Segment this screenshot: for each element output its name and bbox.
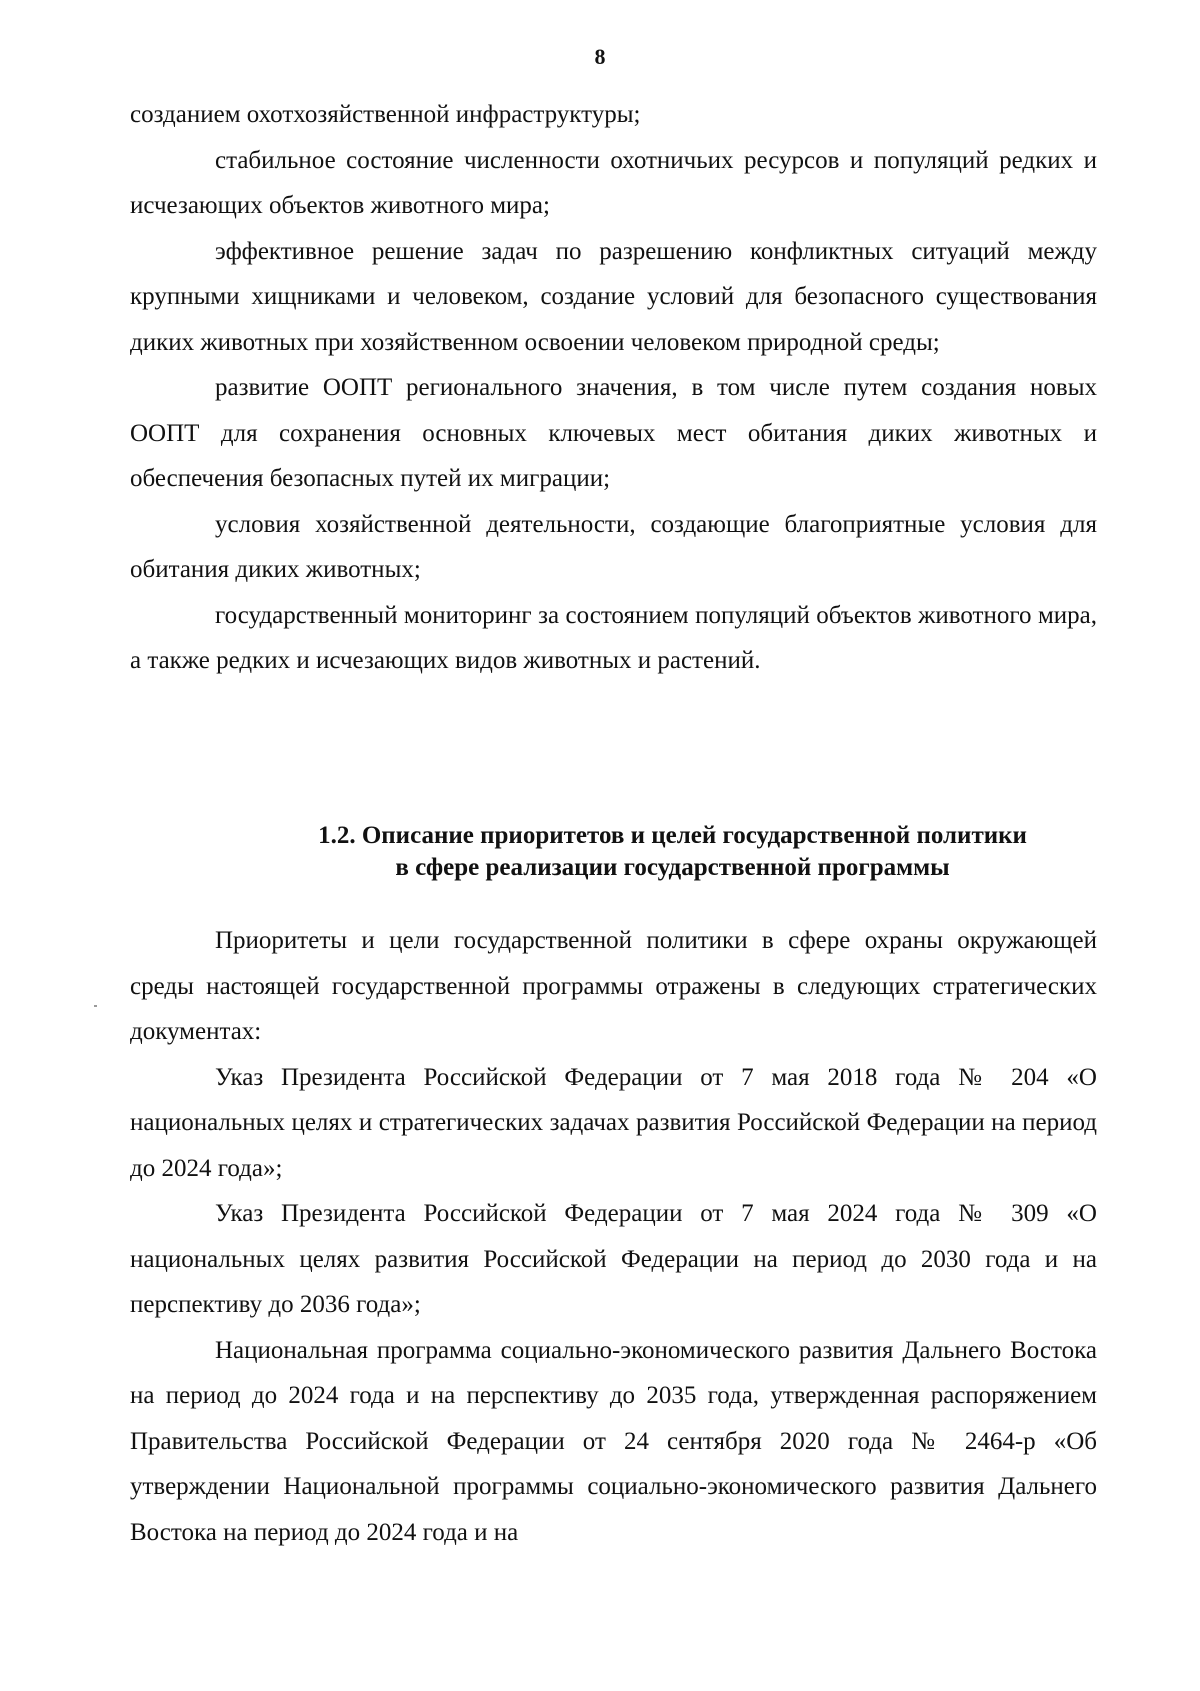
paragraph-priorities-intro: Приоритеты и цели государственной политики в сфере охраны окружающей среды настоящей государственной программы отражены в следующих стратегических документах:	[130, 927, 1097, 1045]
paragraph-decree-204: Указ Президента Российской Федерации от 7 мая 2018 года № 204 «О национальных целях и стратегических задачах развития Российской Федерации на период до 2024 года»;	[130, 1063, 1097, 1182]
section-heading	[130, 820, 1097, 884]
paragraph-state-monitoring: государственный мониторинг за состоянием популяций объектов животного мира, а также редких и исчезающих видов животных и растений.	[130, 601, 1097, 674]
section-heading-line-2: в сфере реализации государственной программы	[395, 854, 950, 881]
paragraph-conflict-resolution: эффективное решение задач по разрешению конфликтных ситуаций между крупными хищниками и человеком, создание условий для безопасного существования диких животных при хозяйственном освоении человеком природной среды;	[130, 237, 1097, 356]
scan-artifact	[94, 1005, 97, 1007]
top-text-block	[130, 92, 1097, 684]
page-number: 8	[594, 44, 606, 69]
paragraph-infrastructure: созданием охотхозяйственной инфраструктуры;	[130, 101, 641, 128]
paragraph-decree-309: Указ Президента Российской Федерации от 7 мая 2024 года № 309 «О национальных целях развития Российской Федерации на период до 2030 года и на перспективу до 2036 года»;	[130, 1200, 1097, 1318]
paragraph-hunting-resources: стабильное состояние численности охотничьих ресурсов и популяций редких и исчезающих объектов животного мира;	[130, 146, 1097, 219]
paragraph-protected-areas: развитие ООПТ регионального значения, в том числе путем создания новых ООПТ для сохранения основных ключевых мест обитания диких животных и обеспечения безопасных путей их миграции;	[130, 374, 1097, 492]
bottom-text-block	[130, 918, 1097, 1555]
paragraph-economic-conditions: условия хозяйственной деятельности, создающие благоприятные условия для обитания диких животных;	[130, 510, 1097, 583]
section-heading-line-1: 1.2. Описание приоритетов и целей государственной политики	[318, 822, 1027, 849]
paragraph-far-east-program: Национальная программа социально-экономического развития Дальнего Востока на период до 2024 года и на перспективу до 2035 года, утвержденная распоряжением Правительства Российской Федерации от 24 сентября 2020 года № 2464-р «Об утверждении Национальной программы социально-экономического развития Дальнего Востока на период до 2024 года и на	[130, 1336, 1097, 1546]
